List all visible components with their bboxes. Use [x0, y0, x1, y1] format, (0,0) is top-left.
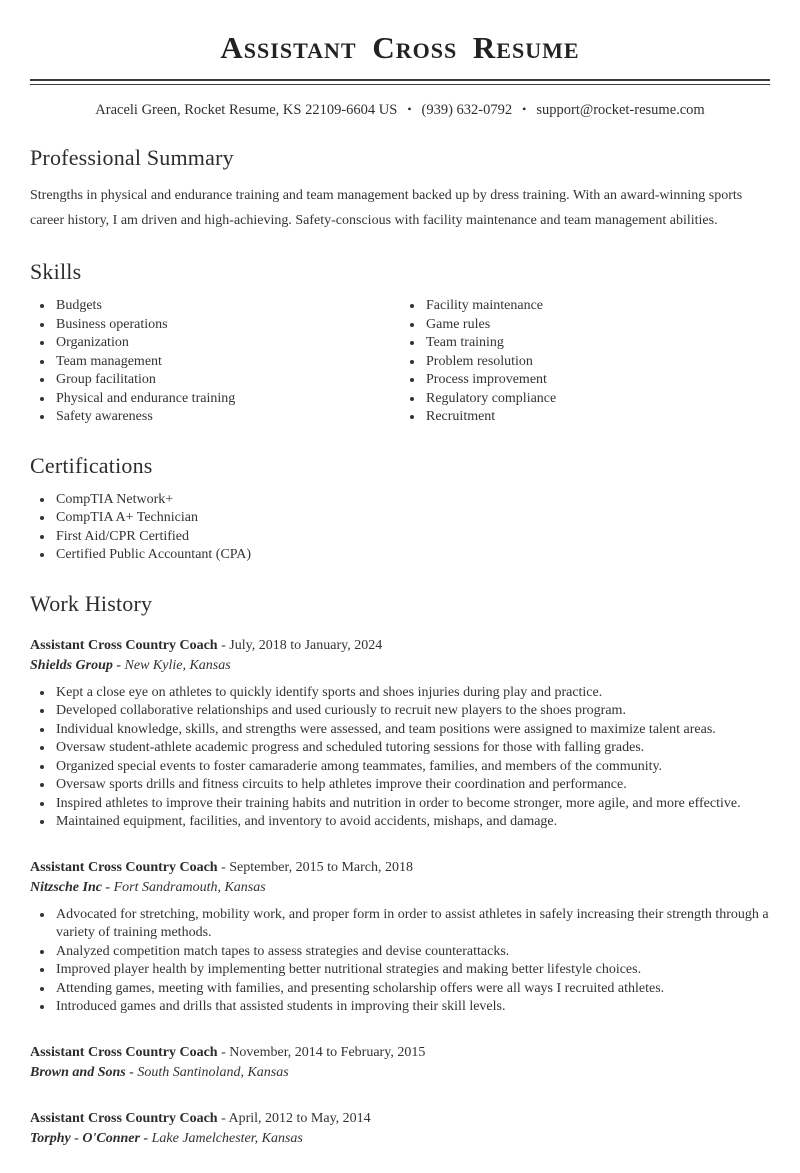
job-title: Assistant Cross Country Coach [30, 1110, 218, 1126]
section-heading-skills: Skills [30, 259, 82, 284]
job-location: Fort Sandramouth, Kansas [113, 879, 266, 895]
job-bullet: • Inspired athletes to improve their training habits and nutrition in order to become stronger, more agile, and more effective. [54, 795, 770, 814]
certification-item: • CompTIA A+ Technician [54, 509, 770, 528]
job-bullet: • Oversaw sports drills and fitness circuits to help athletes improve their coordination and performance. [54, 776, 770, 795]
skills-column-right [400, 297, 770, 427]
job-entry [30, 858, 770, 1017]
contact-separator: • [522, 102, 527, 116]
skill-item: • Facility maintenance [424, 297, 770, 316]
contact-address: Araceli Green, Rocket Resume, KS 22109-6604 US [95, 102, 398, 118]
skills-column-left [30, 297, 400, 427]
job-location: South Santinoland, Kansas [137, 1064, 289, 1080]
job-bullet: • Kept a close eye on athletes to quickly identify sports and shoes injuries during play and practice. [54, 684, 770, 703]
skill-item: • Budgets [54, 297, 400, 316]
resume-header [30, 30, 770, 119]
skill-item: • Recruitment [424, 408, 770, 427]
job-bullet: • Organized special events to foster camaraderie among teammates, families, and members of the community. [54, 758, 770, 777]
job-separator: - [217, 1044, 230, 1060]
job-list [30, 636, 770, 1149]
skill-item: • Process improvement [424, 371, 770, 390]
skill-item: • Game rules [424, 316, 770, 335]
job-entry [30, 636, 770, 832]
skill-item: • Team training [424, 334, 770, 353]
job-company-separator: - [101, 879, 114, 895]
job-entry [30, 1109, 770, 1149]
job-company-line [30, 656, 770, 676]
job-dates: September, 2015 to March, 2018 [229, 859, 414, 875]
section-heading-professional-summary: Professional Summary [30, 145, 234, 170]
certifications-list [30, 491, 770, 565]
skill-item: • Regulatory compliance [424, 390, 770, 409]
contact-separator: • [407, 102, 412, 116]
resume-title: Assistant Cross Resume [220, 30, 580, 65]
job-company-line [30, 1129, 770, 1149]
section-professional-summary [30, 145, 770, 233]
contact-line [30, 102, 770, 119]
job-separator: - [217, 859, 230, 875]
certification-item: • Certified Public Accountant (CPA) [54, 546, 770, 565]
job-bullet: • Maintained equipment, facilities, and inventory to avoid accidents, mishaps, and damage. [54, 813, 770, 832]
skill-item: • Organization [54, 334, 400, 353]
contact-phone: (939) 632-0792 [421, 102, 513, 118]
job-company-line [30, 878, 770, 898]
skill-item: • Team management [54, 353, 400, 372]
job-entry [30, 1043, 770, 1083]
job-bullet: • Introduced games and drills that assisted students in improving their skill levels. [54, 998, 770, 1017]
job-location: Lake Jamelchester, Kansas [151, 1130, 303, 1146]
job-bullet: • Improved player health by implementing better nutritional strategies and making better lifestyle choices. [54, 961, 770, 980]
section-heading-work-history: Work History [30, 590, 153, 616]
job-company-separator: - [125, 1064, 138, 1080]
skill-item: • Business operations [54, 316, 400, 335]
job-title: Assistant Cross Country Coach [30, 1044, 218, 1060]
job-bullet: • Individual knowledge, skills, and strengths were assessed, and team positions were assigned to maximize talent areas. [54, 721, 770, 740]
job-dates: July, 2018 to January, 2024 [229, 637, 383, 653]
section-skills [30, 259, 770, 427]
job-heading [30, 1043, 770, 1063]
section-heading-certifications: Certifications [30, 452, 153, 478]
summary-text: Strengths in physical and endurance training and team management backed up by dress training. With an award-winning sports career history, I am driven and high-achieving. Safety-conscious with facility maintenance and team management abilities. [30, 188, 743, 228]
section-certifications [30, 453, 770, 565]
job-company: Brown and Sons [30, 1064, 126, 1080]
job-title: Assistant Cross Country Coach [30, 859, 218, 875]
job-company: Shields Group [30, 657, 113, 673]
job-bullet-list [30, 906, 770, 1017]
skill-item: • Physical and endurance training [54, 390, 400, 409]
job-heading [30, 1109, 770, 1129]
job-heading [30, 858, 770, 878]
skills-columns [30, 297, 770, 427]
header-divider [30, 79, 770, 85]
job-bullet: • Advocated for stretching, mobility work, and proper form in order to assist athletes in safely increasing their strength through a variety of training methods. [54, 906, 770, 943]
job-bullet: • Oversaw student-athlete academic progress and scheduled tutoring sessions for those with falling grades. [54, 739, 770, 758]
job-dates: November, 2014 to February, 2015 [229, 1044, 426, 1060]
job-separator: - [217, 1110, 229, 1126]
skill-item: • Safety awareness [54, 408, 400, 427]
job-company-separator: - [139, 1130, 152, 1146]
job-location: New Kylie, Kansas [124, 657, 231, 673]
job-bullet: • Developed collaborative relationships and used curiously to recruit new players to the shoes program. [54, 702, 770, 721]
job-bullet: • Attending games, meeting with families, and presenting scholarship offers were all ways I recruited athletes. [54, 980, 770, 999]
certification-item: • CompTIA Network+ [54, 491, 770, 510]
job-heading [30, 636, 770, 656]
contact-email: support@rocket-resume.com [536, 102, 705, 118]
job-title: Assistant Cross Country Coach [30, 637, 218, 653]
job-separator: - [217, 637, 230, 653]
job-bullet: • Analyzed competition match tapes to assess strategies and devise counterattacks. [54, 943, 770, 962]
skill-item: • Group facilitation [54, 371, 400, 390]
certification-item: • First Aid/CPR Certified [54, 528, 770, 547]
section-work-history [30, 591, 770, 1149]
job-company: Nitzsche Inc [30, 879, 102, 895]
skill-item: • Problem resolution [424, 353, 770, 372]
job-company-separator: - [112, 657, 125, 673]
job-dates: April, 2012 to May, 2014 [228, 1110, 371, 1126]
job-company: Torphy - O'Conner [30, 1130, 140, 1146]
job-company-line [30, 1063, 770, 1083]
job-bullet-list [30, 684, 770, 832]
